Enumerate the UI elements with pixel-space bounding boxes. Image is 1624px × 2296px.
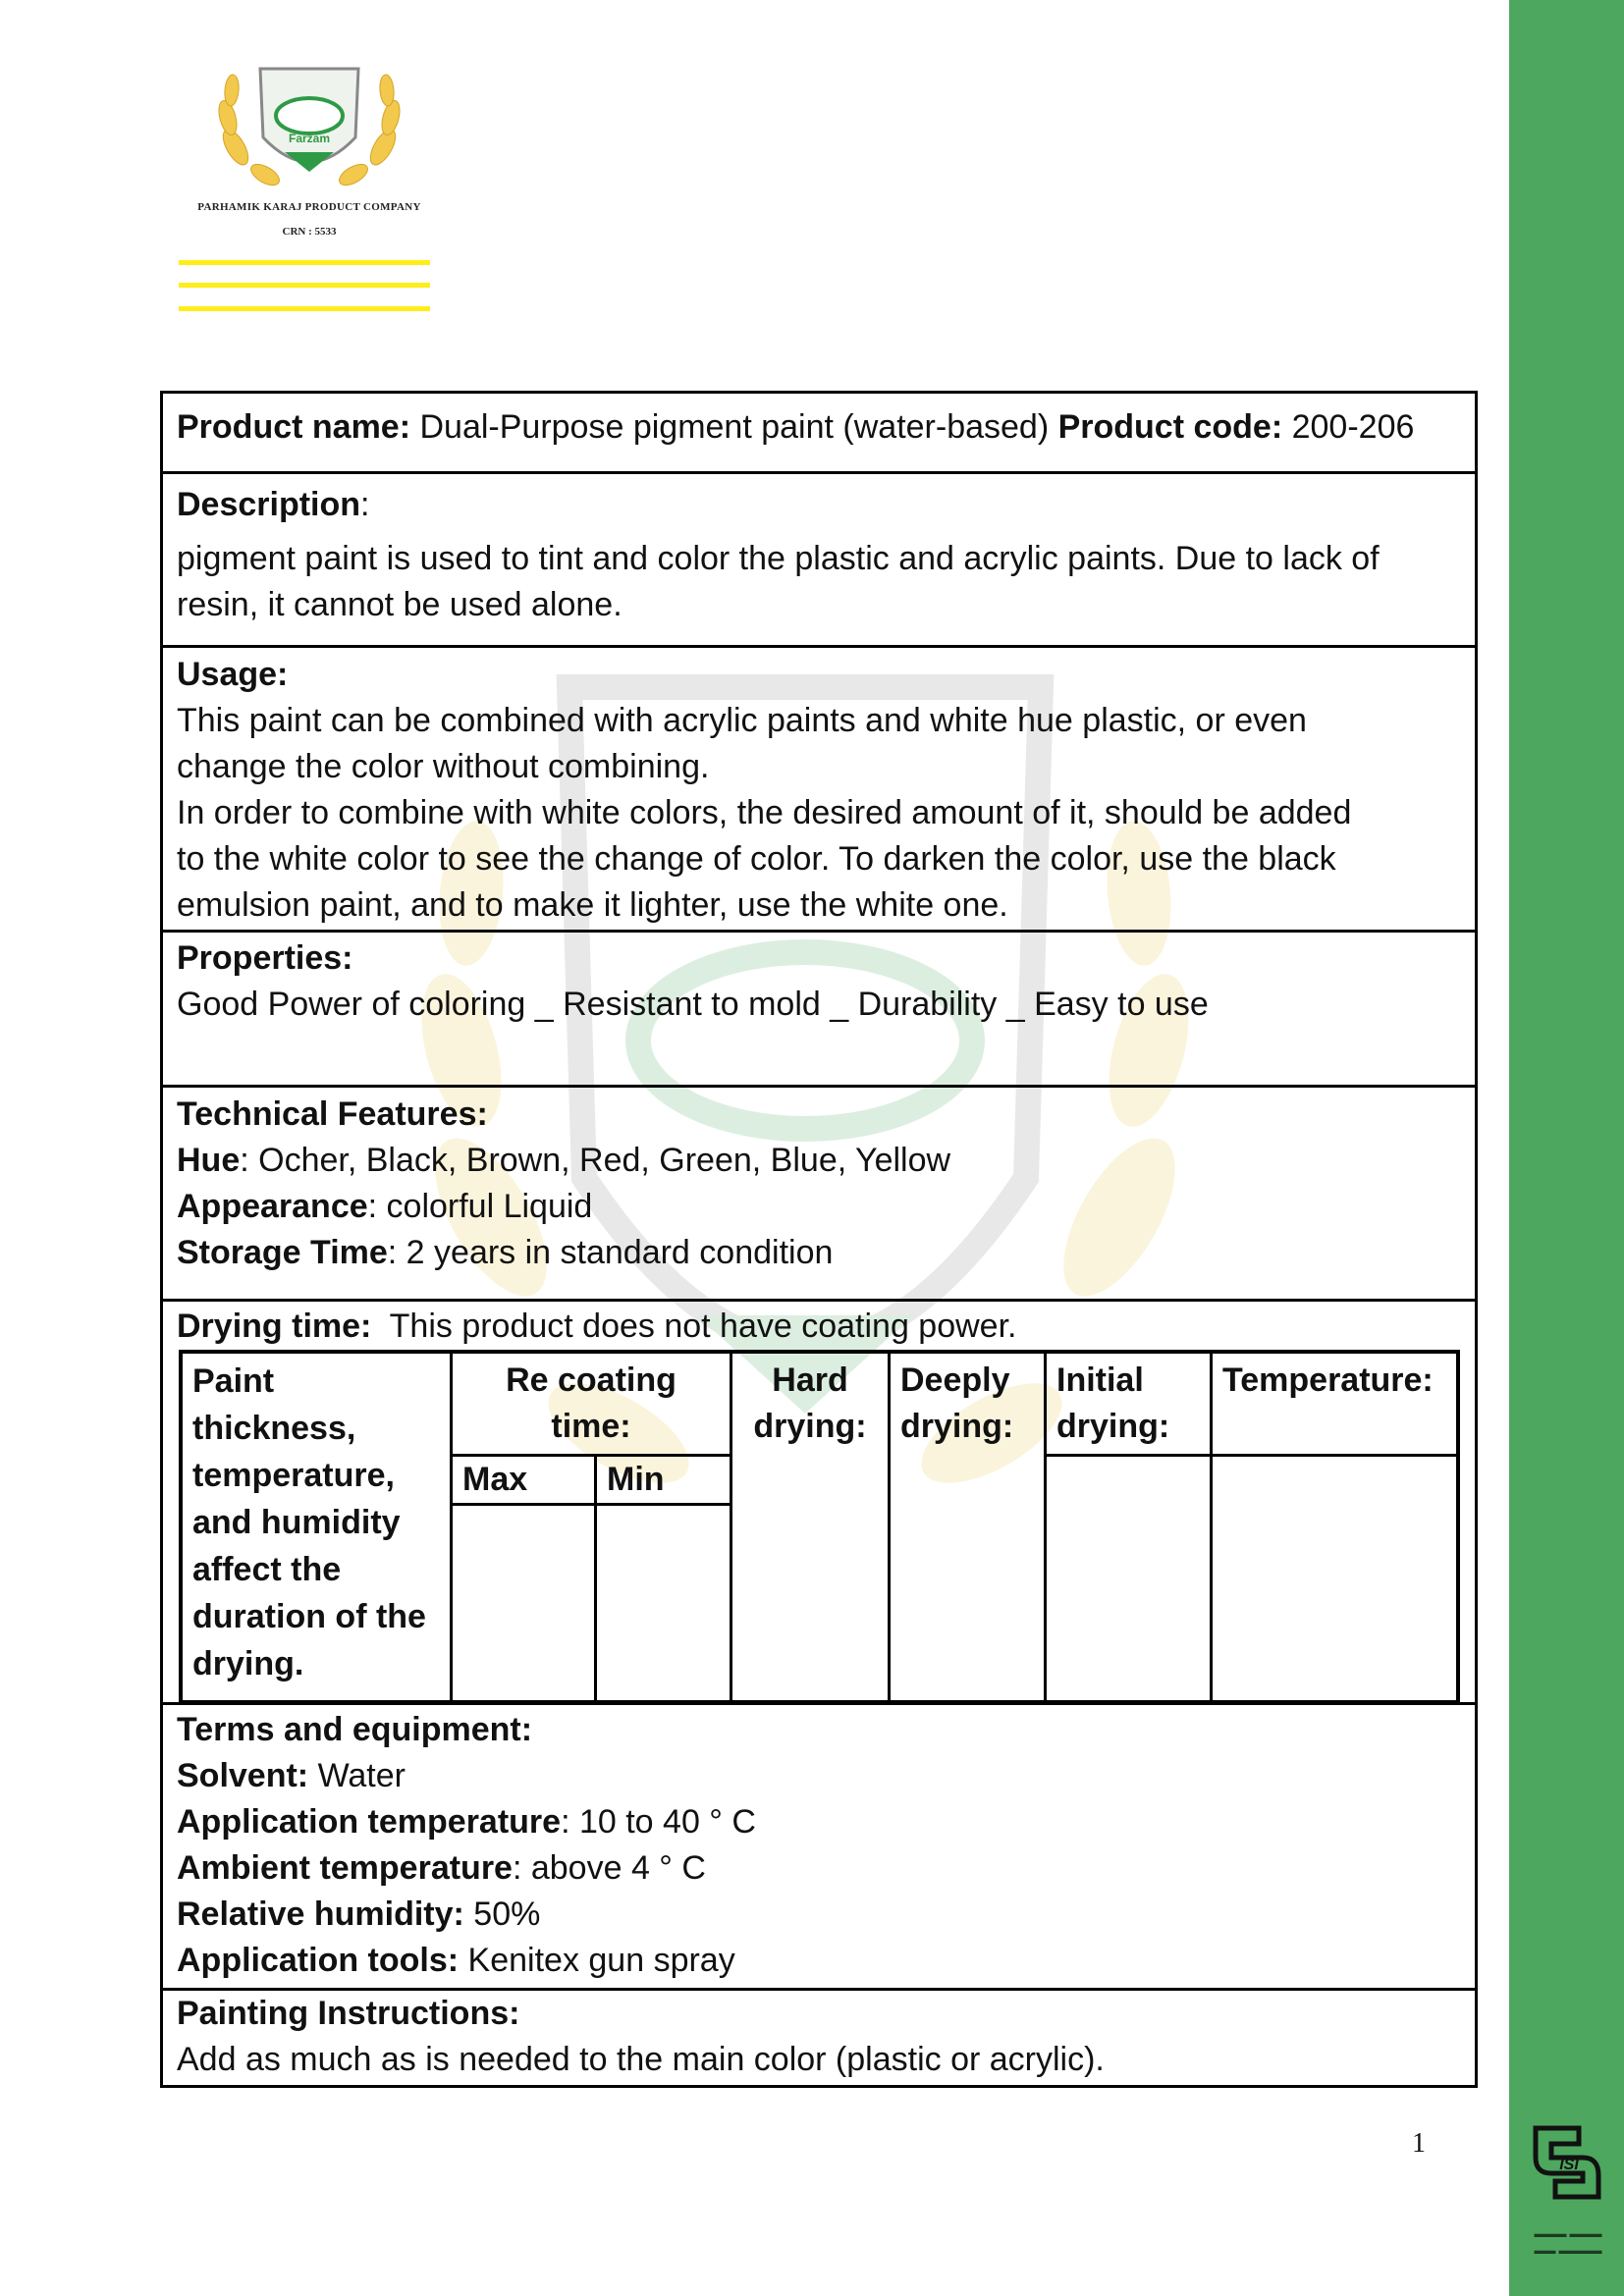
description-text: resin, it cannot be used alone. <box>177 586 623 623</box>
logo-stripe <box>179 260 430 265</box>
drying-note-line: affect the <box>192 1551 342 1588</box>
usage-text: In order to combine with white colors, the desired amount of it, should be added <box>177 794 1352 831</box>
properties-section <box>163 933 1475 1088</box>
painting-instructions-section <box>163 1991 1475 2085</box>
product-name-label: Product name: <box>177 408 411 446</box>
initial-drying-value-cell <box>1046 1456 1212 1703</box>
logo-stripe <box>179 283 430 288</box>
recoating-header-line: Re coating <box>506 1362 677 1399</box>
product-code-value: 200-206 <box>1282 408 1415 446</box>
hard-drying-line: Hard <box>772 1362 848 1399</box>
company-logo <box>167 59 452 344</box>
drying-note-line: and humidity <box>192 1504 401 1541</box>
svg-text:ISI: ISI <box>1559 2157 1579 2173</box>
usage-label: Usage: <box>177 656 289 693</box>
logo-company-name: PARHAMIK KARAJ PRODUCT COMPANY <box>197 201 421 213</box>
terms-label: Terms and equipment: <box>177 1711 533 1748</box>
hue-label: Hue <box>177 1142 241 1179</box>
deeply-drying-header <box>890 1352 1046 1702</box>
side-color-bar <box>1509 0 1624 2296</box>
application-temperature-value: : 10 to 40 ° C <box>561 1803 756 1841</box>
solvent-value: Water <box>308 1757 406 1794</box>
relative-humidity-value: 50% <box>463 1896 541 1933</box>
standard-mark-caption: ▬▬▬ ▬▬▬ ▬▬ ▬▬▬▬ <box>1534 2228 1602 2257</box>
logo-crn: CRN : 5533 <box>282 226 337 238</box>
page-number: 1 <box>1412 2128 1426 2159</box>
storage-time-label: Storage Time <box>177 1234 388 1271</box>
product-code-label: Product code: <box>1057 408 1283 446</box>
deeply-drying-line: Deeply <box>900 1362 1010 1399</box>
product-name-value: Dual-Purpose pigment paint (water-based) <box>410 408 1058 446</box>
description-section <box>163 474 1475 648</box>
description-label: Description <box>177 486 361 523</box>
usage-text: This paint can be combined with acrylic paints and white hue plastic, or even <box>177 702 1307 739</box>
application-tools-value: Kenitex gun spray <box>459 1942 735 1979</box>
ambient-temperature-label: Ambient temperature <box>177 1849 513 1887</box>
hue-value: : Ocher, Black, Brown, Red, Green, Blue, Yellow <box>240 1142 951 1179</box>
terms-and-equipment-section <box>163 1705 1475 1991</box>
deeply-drying-line: drying: <box>900 1408 1014 1445</box>
drying-note-line: temperature, <box>192 1457 395 1494</box>
min-header: Min <box>596 1456 731 1505</box>
product-name-section <box>163 394 1475 474</box>
min-value-cell <box>596 1505 731 1703</box>
temperature-header: Temperature: <box>1212 1352 1459 1456</box>
logo-stripe <box>179 306 430 311</box>
drying-time-text: This product does not have coating power. <box>371 1308 1017 1345</box>
drying-note-cell <box>181 1352 452 1702</box>
recoating-time-header <box>452 1352 731 1456</box>
max-header: Max <box>452 1456 596 1505</box>
initial-drying-header <box>1046 1352 1212 1456</box>
initial-drying-line: Initial <box>1056 1362 1144 1399</box>
painting-instructions-label: Painting Instructions: <box>177 1995 520 2032</box>
wheat-shield-emblem <box>167 59 452 196</box>
drying-time-label: Drying time: <box>177 1308 372 1345</box>
drying-note-line: Paint <box>192 1362 275 1400</box>
standard-mark-icon <box>1528 2118 1606 2207</box>
drying-time-table <box>179 1350 1460 1704</box>
appearance-value: : colorful Liquid <box>367 1188 593 1225</box>
drying-note-line: duration of the <box>192 1598 426 1635</box>
product-data-sheet <box>160 391 1478 2088</box>
relative-humidity-label: Relative humidity: <box>177 1896 464 1933</box>
usage-text: emulsion paint, and to make it lighter, use the white one. <box>177 886 1008 924</box>
usage-section <box>163 648 1475 933</box>
painting-instructions-text: Add as much as is needed to the main color (plastic or acrylic). <box>177 2041 1105 2078</box>
properties-label: Properties: <box>177 939 353 977</box>
description-colon: : <box>360 486 370 523</box>
temperature-value-cell <box>1212 1456 1459 1703</box>
application-tools-label: Application tools: <box>177 1942 460 1979</box>
usage-text: to the white color to see the change of color. To darken the color, use the black <box>177 840 1336 878</box>
properties-text: Good Power of coloring _ Resistant to mold _ Durability _ Easy to use <box>177 986 1209 1023</box>
usage-text: change the color without combining. <box>177 748 710 785</box>
initial-drying-line: drying: <box>1056 1408 1170 1445</box>
logo-brand: Farzam <box>288 132 331 145</box>
hard-drying-header <box>731 1352 890 1702</box>
max-value-cell <box>452 1505 596 1703</box>
appearance-label: Appearance <box>177 1188 368 1225</box>
ambient-temperature-value: : above 4 ° C <box>512 1849 706 1887</box>
application-temperature-label: Application temperature <box>177 1803 562 1841</box>
technical-features-section <box>163 1088 1475 1302</box>
drying-note-line: thickness, <box>192 1410 356 1447</box>
description-text: pigment paint is used to tint and color the plastic and acrylic paints. Due to lack of <box>177 540 1380 577</box>
recoating-header-line: time: <box>551 1408 631 1445</box>
technical-features-label: Technical Features: <box>177 1095 488 1133</box>
hard-drying-line: drying: <box>753 1408 867 1445</box>
storage-time-value: : 2 years in standard condition <box>387 1234 834 1271</box>
drying-note-line: drying. <box>192 1645 304 1682</box>
drying-time-section <box>163 1302 1475 1705</box>
solvent-label: Solvent: <box>177 1757 309 1794</box>
